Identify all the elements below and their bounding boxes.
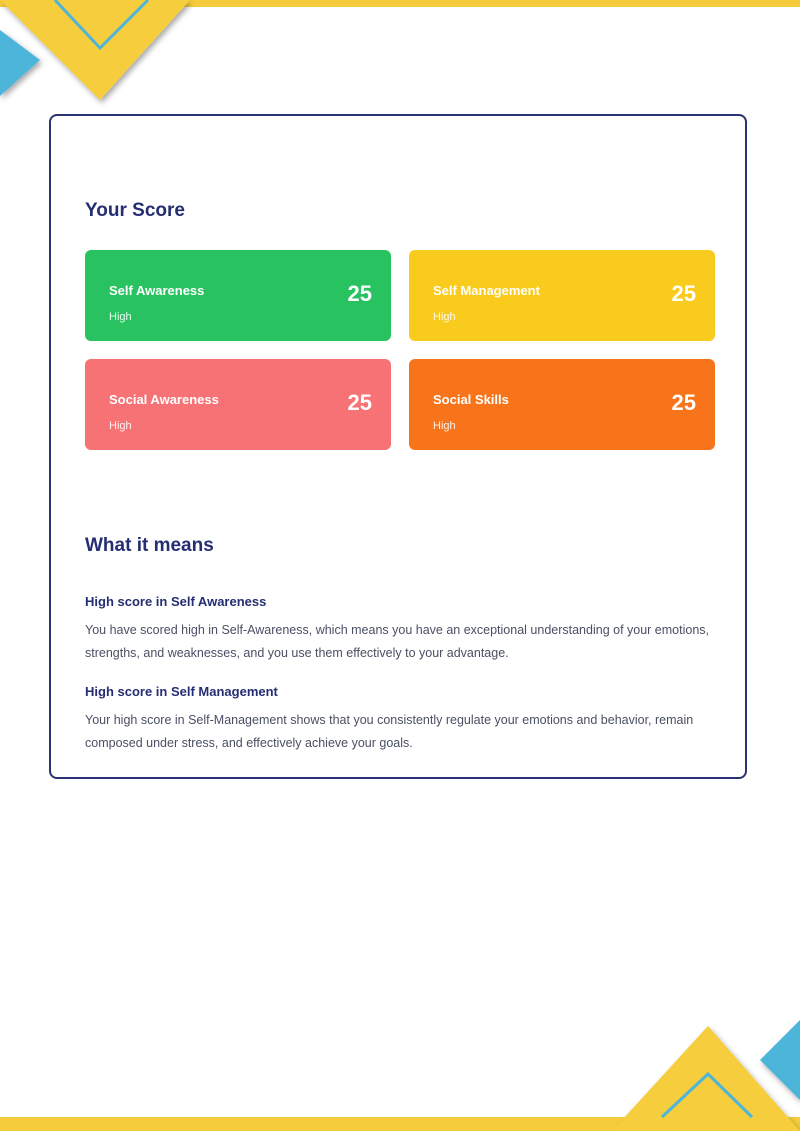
score-tile-self-awareness (85, 250, 391, 341)
score-tile-social-awareness (85, 359, 391, 450)
tile-level: High (109, 420, 132, 432)
tile-score: 25 (347, 281, 372, 306)
tile-level: High (433, 420, 456, 432)
tile-level: High (433, 311, 456, 323)
meaning-heading-self-management: High score in Self Management (85, 684, 278, 699)
tile-label: Social Awareness (109, 392, 219, 407)
score-tile-social-skills (409, 359, 715, 450)
tile-score: 25 (671, 281, 696, 306)
score-tile-self-management (409, 250, 715, 341)
bottom-right-decoration (0, 1020, 800, 1131)
tile-label: Social Skills (433, 392, 509, 407)
tile-label: Self Management (433, 283, 540, 298)
tile-score: 25 (671, 390, 696, 415)
tile-level: High (109, 311, 132, 323)
what-it-means-heading: What it means (85, 535, 214, 556)
top-left-decoration (0, 0, 800, 100)
score-report-card (49, 114, 747, 779)
meaning-text-self-awareness: You have scored high in Self-Awareness, which means you have an exceptional understanding of your emotions, strengths, and weaknesses, and you use them effectively to your advantage. (85, 623, 709, 660)
tile-score: 25 (347, 390, 372, 415)
tile-label: Self Awareness (109, 283, 205, 298)
your-score-heading: Your Score (85, 200, 185, 221)
meaning-heading-self-awareness: High score in Self Awareness (85, 594, 267, 609)
meaning-text-self-management: Your high score in Self-Management shows that you consistently regulate your emotions and behavior, remain composed under stress, and effectively achieve your goals. (85, 713, 694, 750)
